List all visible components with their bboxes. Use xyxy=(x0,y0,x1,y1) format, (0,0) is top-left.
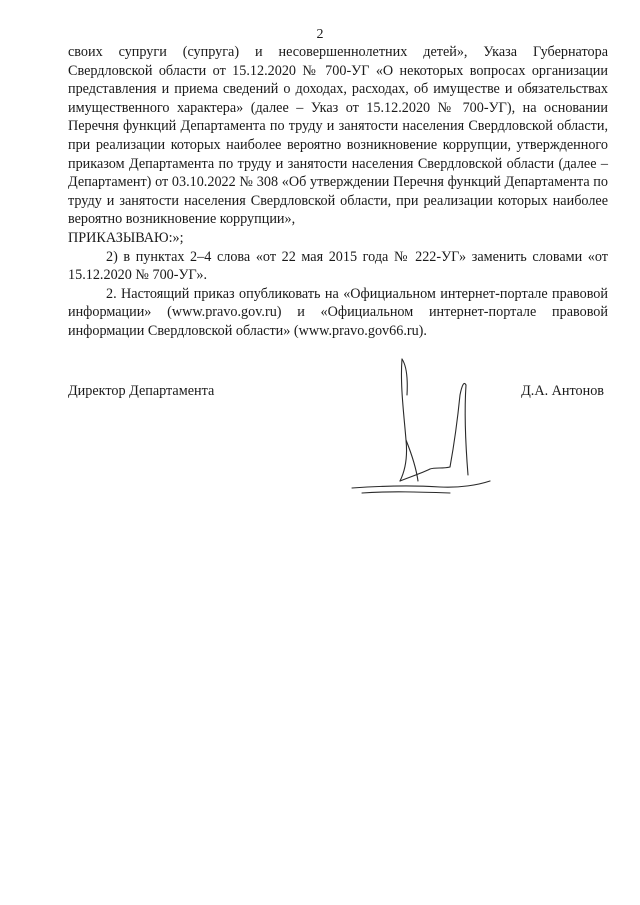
paragraph-publication: 2. Настоящий приказ опубликовать на «Официальном интернет-портале правовой информации» (www.pravo.gov.ru) и «Официальном интернет-портале правовой информации Свердловской области» (www.pravo.gov66.ru). xyxy=(68,285,608,339)
signatory-name: Д.А. Антонов xyxy=(521,383,604,399)
page-number: 2 xyxy=(316,27,324,42)
paragraph-order-word: ПРИКАЗЫВАЮ:»; xyxy=(68,229,184,246)
paragraph-amendment: 2) в пунктах 2–4 слова «от 22 мая 2015 года № 222-УГ» заменить словами «от 15.12.2020 № 700-УГ». xyxy=(68,248,608,284)
signatory-title: Директор Департамента xyxy=(68,383,215,399)
document-body xyxy=(68,43,608,341)
handwritten-signature xyxy=(350,355,500,510)
paragraph-preamble: своих супруги (супруга) и несовершеннолетних детей», Указа Губернатора Свердловской области от 15.12.2020 № 700-УГ «О некоторых вопросах организации представления и приема сведений о доходах, расходах, об имуществе и обязательствах имущественного характера» (далее – Указ от 15.12.2020 № 700-УГ), на основании Перечня функций Департамента по труду и занятости населения Свердловской области, при реализации которых наиболее вероятно возникновение коррупции, утвержденного приказом Департамента по труду и занятости населения Свердловской области (далее – Департамент) от 03.10.2022 № 308 «Об утверждении Перечня функций Департамента по труду и занятости населения Свердловской области, при реализации которых наиболее вероятно возникновение коррупции», xyxy=(68,44,608,228)
